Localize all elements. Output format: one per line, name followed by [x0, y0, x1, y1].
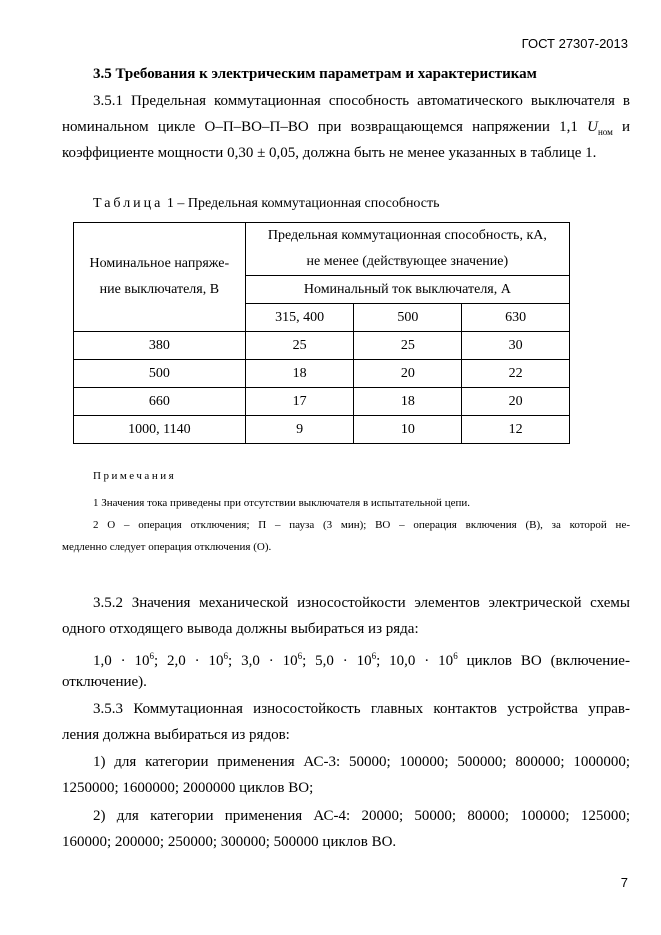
p351-line2: номинальном цикле О–П–ВО–П–ВО при возвращающемся напряжении 1,1 $U_{ном}$ и: [62, 119, 631, 137]
header-voltage: Номинальное напряже- ние выключателя, В: [74, 223, 246, 332]
notes-title: Примечания: [93, 470, 177, 482]
p352-line2: одного отходящего вывода должны выбираться из ряда:: [62, 621, 419, 637]
current-col: 315, 400: [245, 304, 354, 332]
table-row: 660 17 18 20: [74, 388, 570, 416]
table-row: 1000, 1140 9 10 12: [74, 416, 570, 444]
header-capacity: Предельная коммутационная способность, кА, не менее (действующее значение): [245, 223, 569, 276]
standard-number: ГОСТ 27307-2013: [521, 36, 628, 51]
table-caption: Таблица 1 – Предельная коммутационная способность: [93, 196, 440, 211]
p353-item1-line2: 1250000; 1600000; 2000000 циклов ВО;: [62, 780, 314, 796]
p353-item2-line1: 2) для категории применения АС-4: 20000; 50000; 80000; 100000; 125000;: [93, 808, 630, 824]
p351-line1: 3.5.1 Предельная коммутационная способность автоматического выключателя в: [93, 93, 630, 109]
note-1: 1 Значения тока приведены при отсутствии выключателя в испытательной цепи.: [93, 497, 470, 509]
section-heading: 3.5 Требования к электрическим параметрам и характеристикам: [93, 66, 537, 82]
table-row: 380 25 25 30: [74, 332, 570, 360]
p352-line1: 3.5.2 Значения механической износостойкости элементов электрической схемы: [93, 595, 630, 611]
table-1: [73, 222, 570, 444]
note-2-line1: 2 О – операция отключения; П – пауза (3 мин); ВО – операция включения (В), за которой не-: [93, 519, 630, 531]
p351-line3: коэффициенте мощности 0,30 ± 0,05, должна быть не менее указанных в таблице 1.: [62, 145, 597, 161]
p353-line2: ления должна выбираться из рядов:: [62, 727, 290, 743]
note-2-line2: медленно следует операция отключения (О).: [62, 541, 272, 553]
table-row: 500 18 20 22: [74, 360, 570, 388]
p353-item2-line2: 160000; 200000; 250000; 300000; 500000 циклов ВО.: [62, 834, 397, 850]
current-col: 500: [354, 304, 462, 332]
p352-series: $1,0 \cdot 10^6$; $2,0 \cdot 10^6$; $3,0 \cdot 10^6$; $5,0 \cdot 10^6$; $10,0 \cdot 10^6$ циклов ВО (включение-: [93, 651, 630, 669]
current-col: 630: [462, 304, 570, 332]
page-number: 7: [620, 875, 628, 890]
p353-line1: 3.5.3 Коммутационная износостойкость главных контактов устройства управ-: [93, 701, 630, 717]
rated-voltage-symbol: U: [587, 119, 598, 135]
header-current: Номинальный ток выключателя, А: [245, 276, 569, 304]
p352-line4: отключение).: [62, 674, 147, 690]
p353-item1-line1: 1) для категории применения АС-3: 50000; 100000; 500000; 800000; 1000000;: [93, 754, 630, 770]
